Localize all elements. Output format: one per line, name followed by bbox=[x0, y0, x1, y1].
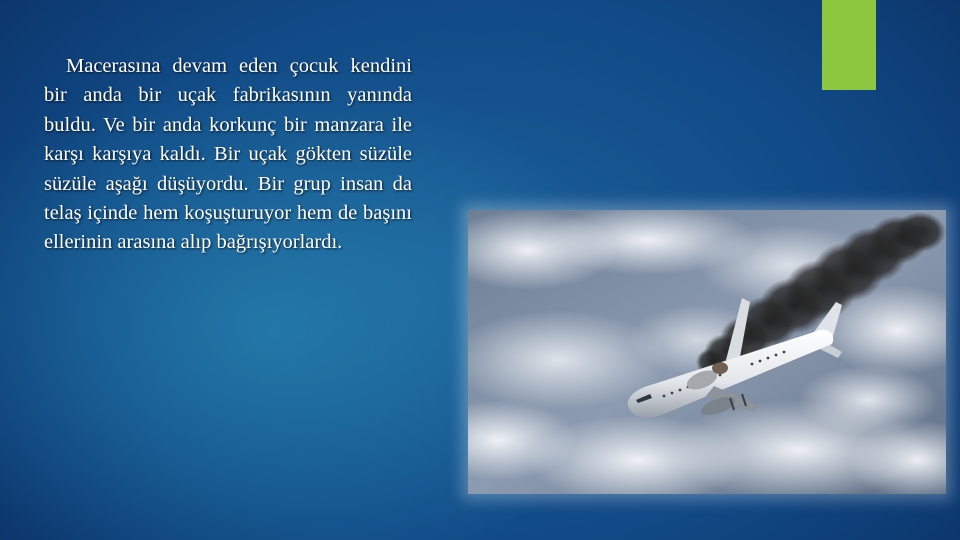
story-text: Macerasına devam eden çocuk kendini bir anda bir uçak fabrikasının yanında buldu. Ve bir anda korkunç bir manzara ile karşı karşıya kaldı. Bir uçak gökten süzüle süzüle aşağı düşüyordu. Bir grup insan da telaş içinde hem koşuşturuyor hem de başını ellerinin arasına alıp bağrışıyorlardı. bbox=[44, 55, 412, 254]
accent-bar bbox=[822, 0, 876, 90]
crashing-airplane-photo bbox=[468, 210, 946, 494]
